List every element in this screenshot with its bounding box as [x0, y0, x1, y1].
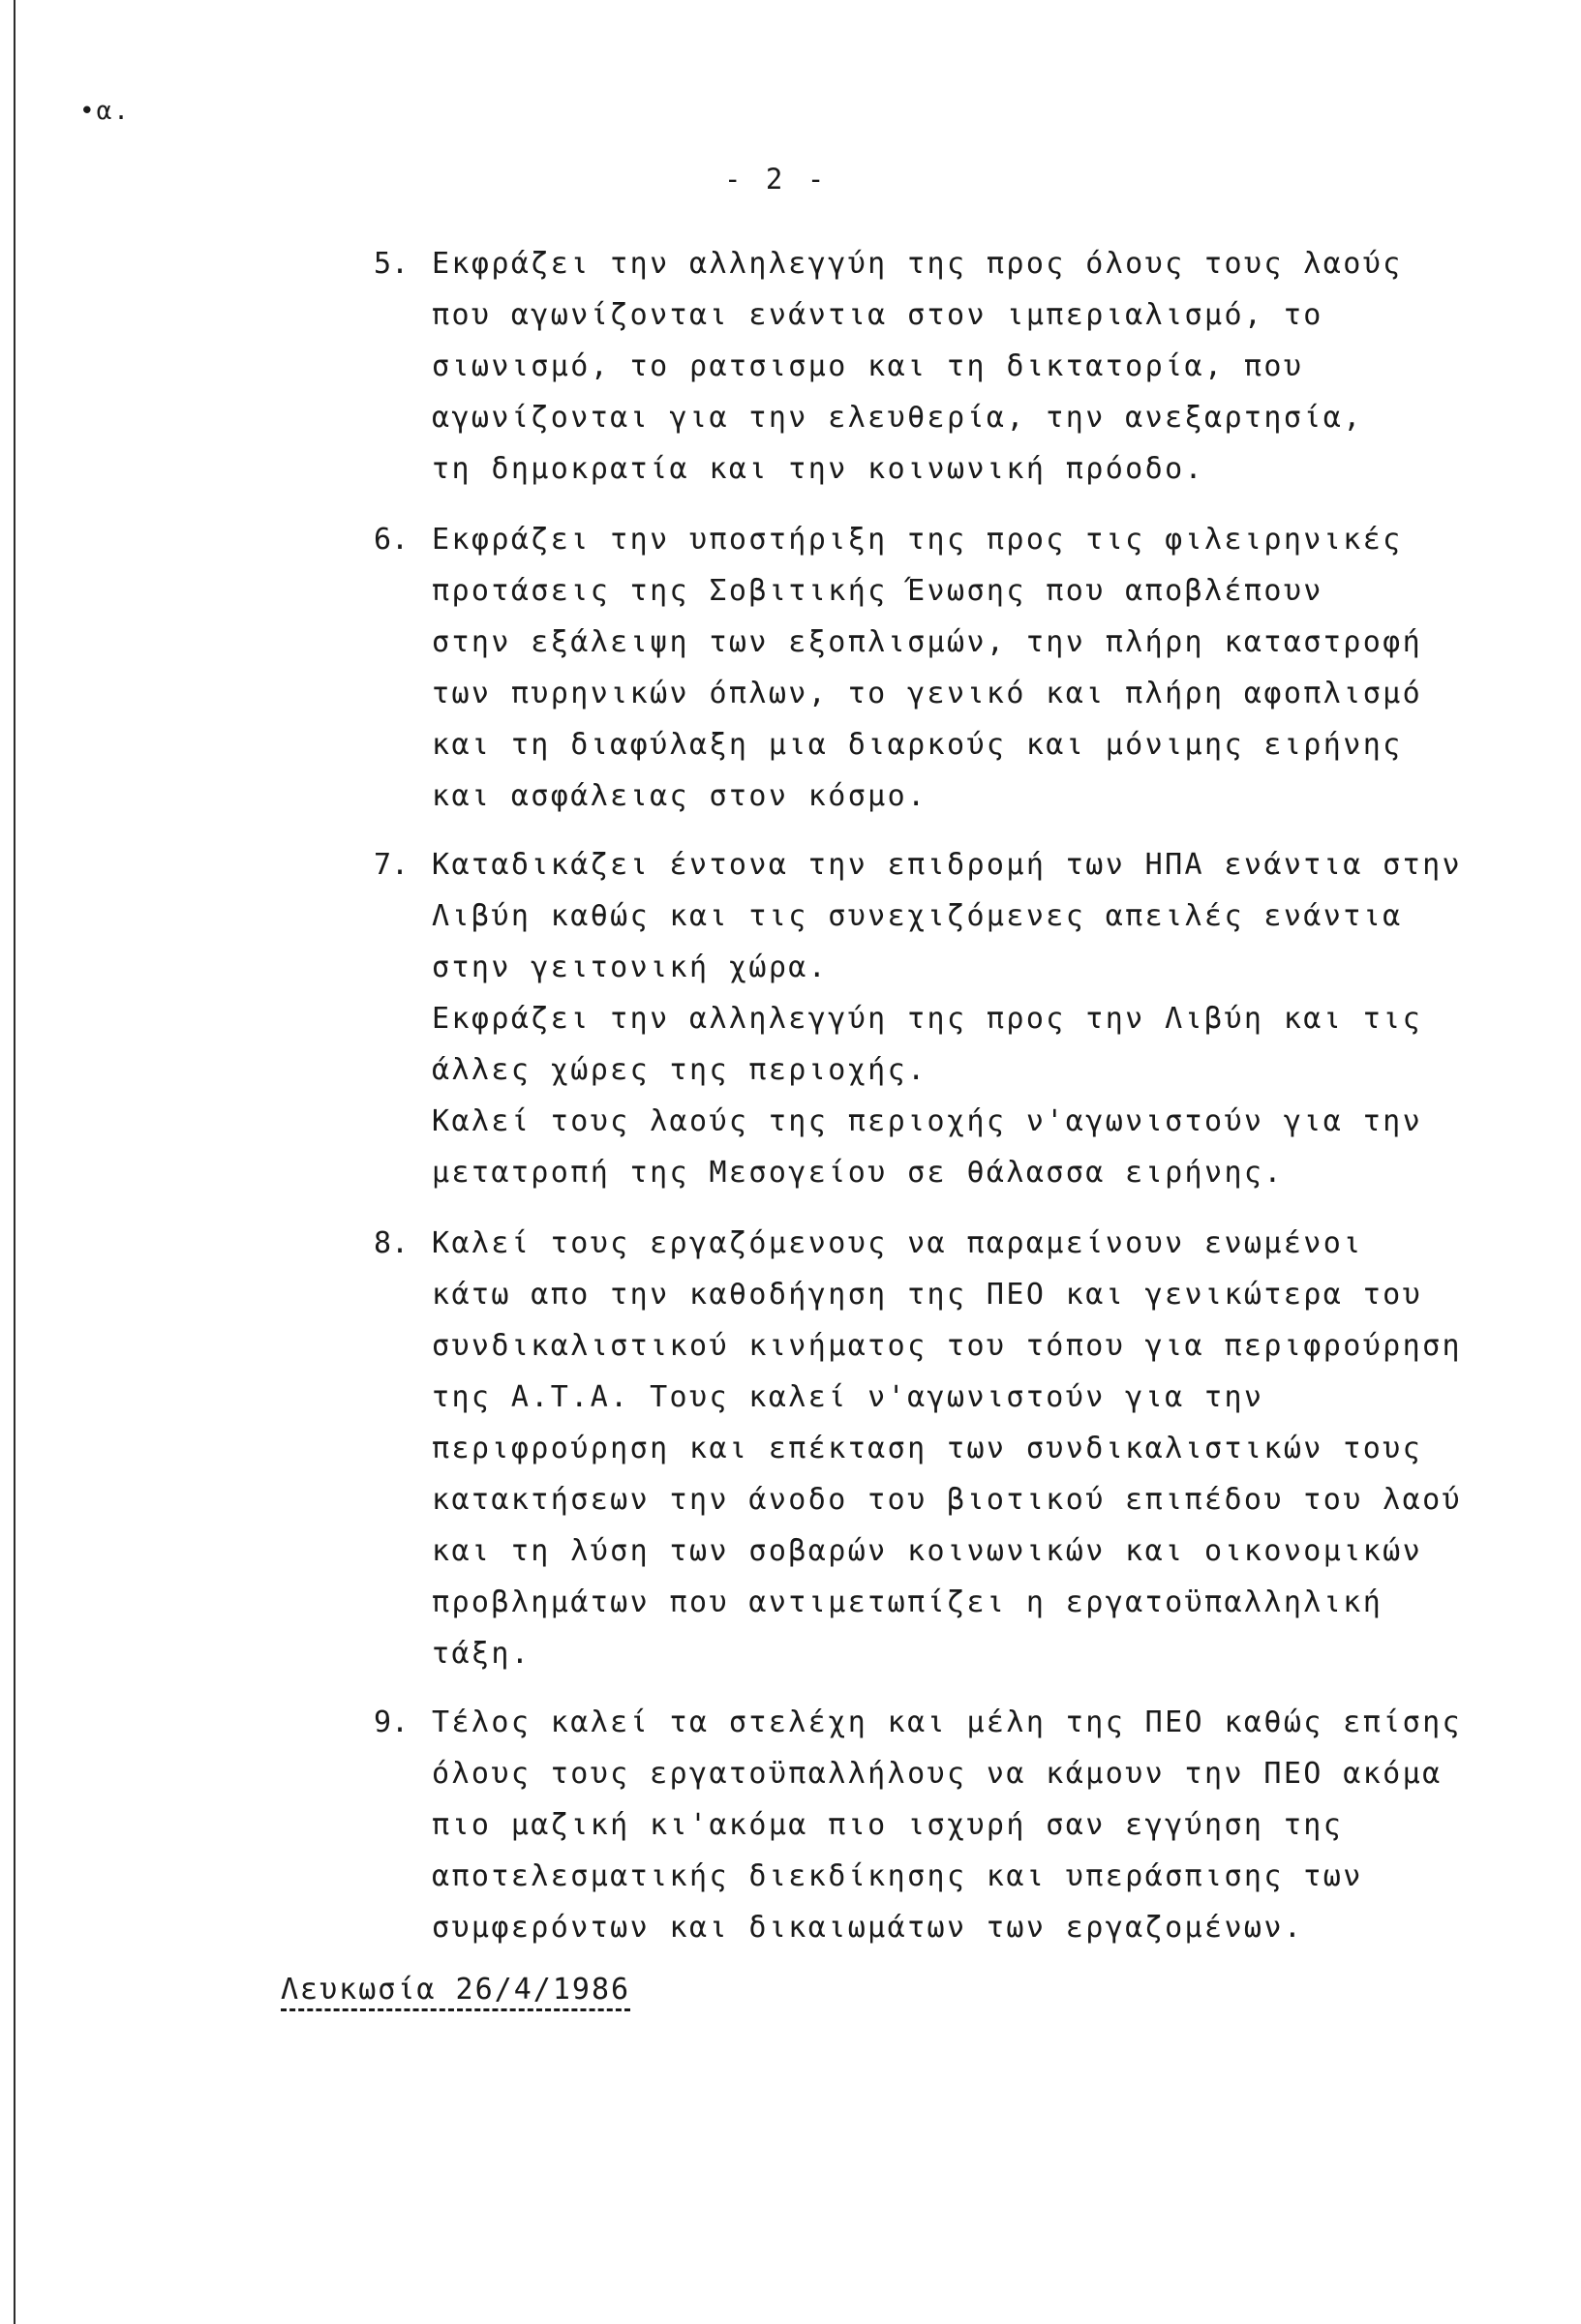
- item-number: 6.: [374, 523, 410, 557]
- place-date-signature: Λευκωσία 26/4/1986: [281, 1973, 630, 2011]
- text-line: της Α.Τ.Α. Τους καλεί ν'αγωνιστούν για την: [432, 1380, 1264, 1414]
- text-line: προτάσεις της Σοβιτικής Ένωσης που αποβλέπουν: [432, 574, 1323, 608]
- item-number: 8.: [374, 1226, 410, 1260]
- resolution-item-7: [374, 839, 1468, 1198]
- text-line: άλλες χώρες της περιοχής.: [432, 1053, 927, 1087]
- text-line: των πυρηνικών όπλων, το γενικό και πλήρη αφοπλισμό: [432, 677, 1423, 710]
- page-number: - 2 -: [724, 163, 829, 196]
- scan-edge-line: [14, 0, 15, 2324]
- text-line: όλους τους εργατοϋπαλλήλους να κάμουν την ΠΕΟ ακόμα: [432, 1757, 1443, 1791]
- text-line: Τέλος καλεί τα στελέχη και μέλη της ΠΕΟ καθώς επίσης: [432, 1705, 1462, 1739]
- text-line: στην εξάλειψη των εξοπλισμών, την πλήρη καταστροφή: [432, 625, 1423, 659]
- text-line: που αγωνίζονται ενάντια στον ιμπεριαλισμό, το: [432, 298, 1323, 332]
- item-body: [432, 238, 1468, 495]
- corner-mark: •α.: [79, 97, 131, 126]
- text-line: στην γειτονική χώρα.: [432, 951, 829, 984]
- numbered-resolutions: [374, 238, 1468, 1953]
- text-line: αγωνίζονται για την ελευθερία, την ανεξαρτησία,: [432, 401, 1363, 435]
- text-line: και τη λύση των σοβαρών κοινωνικών και οικονομικών: [432, 1534, 1423, 1568]
- text-line: περιφρούρηση και επέκταση των συνδικαλιστικών τους: [432, 1432, 1423, 1465]
- resolution-item-6: [374, 514, 1468, 822]
- item-number: 7.: [374, 848, 410, 882]
- text-line: συμφερόντων και δικαιωμάτων των εργαζομένων.: [432, 1911, 1304, 1945]
- text-line: Εκφράζει την αλληλεγγύη της προς την Λιβύη και τις: [432, 1002, 1423, 1036]
- text-line: Εκφράζει την αλληλεγγύη της προς όλους τους λαούς: [432, 247, 1403, 281]
- text-line: αποτελεσματικής διεκδίκησης και υπεράσπισης των: [432, 1859, 1363, 1893]
- text-line: κατακτήσεων την άνοδο του βιοτικού επιπέδου του λαού: [432, 1483, 1462, 1517]
- text-line: συνδικαλιστικού κινήματος του τόπου για περιφρούρηση: [432, 1329, 1462, 1363]
- text-line: Εκφράζει την υποστήριξη της προς τις φιλειρηνικές: [432, 523, 1403, 557]
- text-line: προβλημάτων που αντιμετωπίζει η εργατοϋπαλληλική: [432, 1585, 1383, 1619]
- resolution-item-8: [374, 1218, 1468, 1679]
- text-line: Καλεί τους εργαζόμενους να παραμείνουν ενωμένοι: [432, 1226, 1363, 1260]
- text-line: μετατροπή της Μεσογείου σε θάλασσα ειρήνης.: [432, 1156, 1284, 1190]
- text-line: και ασφάλειας στον κόσμο.: [432, 779, 927, 813]
- text-line: πιο μαζική κι'ακόμα πιο ισχυρή σαν εγγύηση της: [432, 1808, 1344, 1842]
- text-line: σιωνισμό, το ρατσισμο και τη δικτατορία, που: [432, 349, 1304, 383]
- item-body: [432, 839, 1468, 1198]
- item-number: 9.: [374, 1705, 410, 1739]
- text-line: Λιβύη καθώς και τις συνεχιζόμενες απειλές ενάντια: [432, 899, 1403, 933]
- text-line: κάτω απο την καθοδήγηση της ΠΕΟ και γενικώτερα του: [432, 1278, 1423, 1312]
- item-number: 5.: [374, 247, 410, 281]
- text-line: και τη διαφύλαξη μια διαρκούς και μόνιμης ειρήνης: [432, 728, 1403, 762]
- text-line: Καλεί τους λαούς της περιοχής ν'αγωνιστούν για την: [432, 1104, 1423, 1138]
- item-body: [432, 1697, 1468, 1953]
- item-body: [432, 514, 1468, 822]
- text-line: τάξη.: [432, 1637, 532, 1671]
- resolution-item-9: [374, 1697, 1468, 1953]
- text-line: τη δημοκρατία και την κοινωνική πρόοδο.: [432, 452, 1204, 486]
- item-body: [432, 1218, 1468, 1679]
- text-line: Καταδικάζει έντονα την επιδρομή των ΗΠΑ ενάντια στην: [432, 848, 1462, 882]
- resolution-item-5: [374, 238, 1468, 495]
